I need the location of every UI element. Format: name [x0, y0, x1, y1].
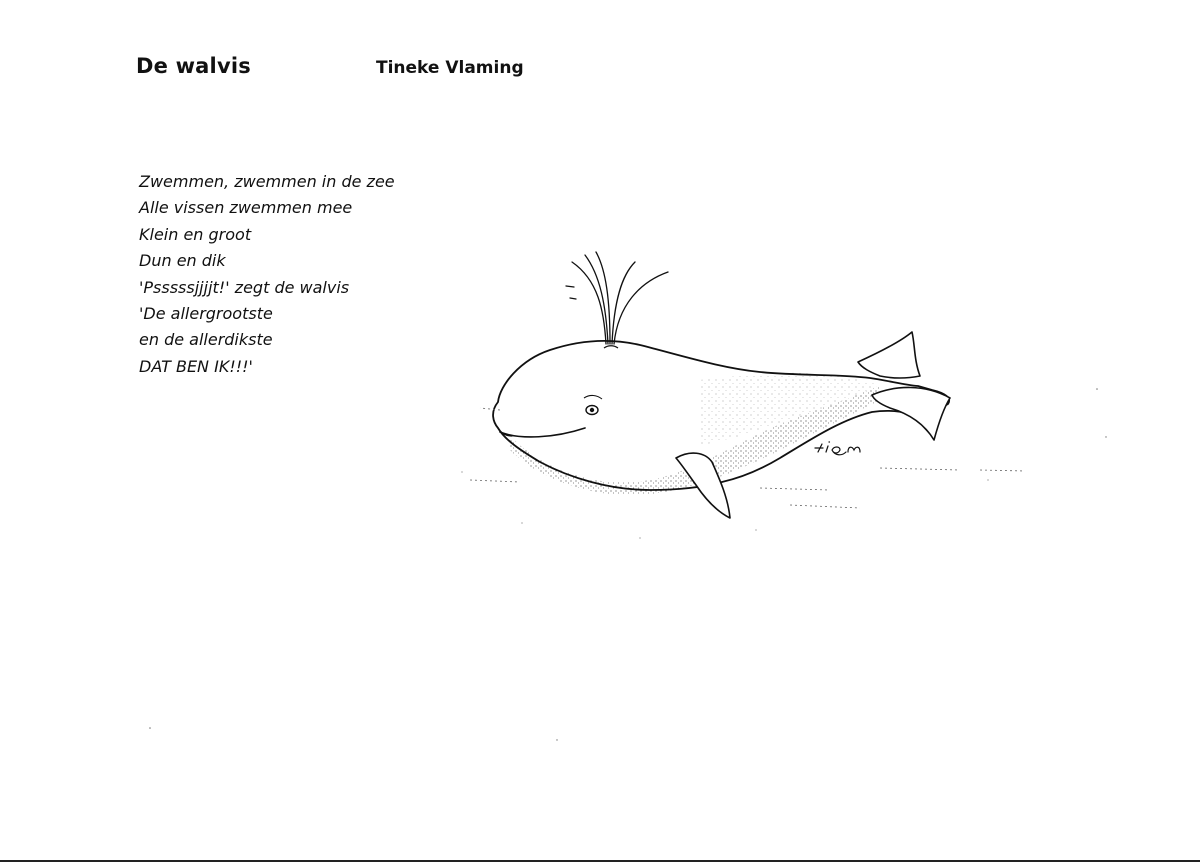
poem-line: en de allerdikste	[139, 330, 273, 350]
poem-line: DAT BEN IK!!!'	[139, 356, 253, 376]
artist-signature	[815, 442, 860, 455]
whale-eye-icon	[584, 395, 602, 414]
whale-illustration	[470, 240, 1030, 540]
water-spout	[566, 252, 668, 344]
poem-author: Tineke Vlaming	[376, 58, 524, 78]
poem-title: De walvis	[136, 54, 251, 78]
poem-line: Dun en dik	[139, 251, 226, 271]
poem-line: Alle vissen zwemmen mee	[139, 198, 353, 218]
poem-line: Klein en groot	[139, 224, 252, 244]
whale-tail-fluke-lower	[872, 387, 950, 440]
whale-mouth	[500, 428, 585, 437]
page-edge-line	[0, 860, 1200, 862]
poem-line: 'Psssssjjjjt!' zegt de walvis	[139, 277, 350, 297]
poem-stanza	[139, 169, 395, 380]
poem-line: 'De allergrootste	[139, 304, 273, 324]
poem-line: Zwemmen, zwemmen in de zee	[139, 172, 395, 191]
whale-tail-fluke-upper	[858, 332, 920, 378]
